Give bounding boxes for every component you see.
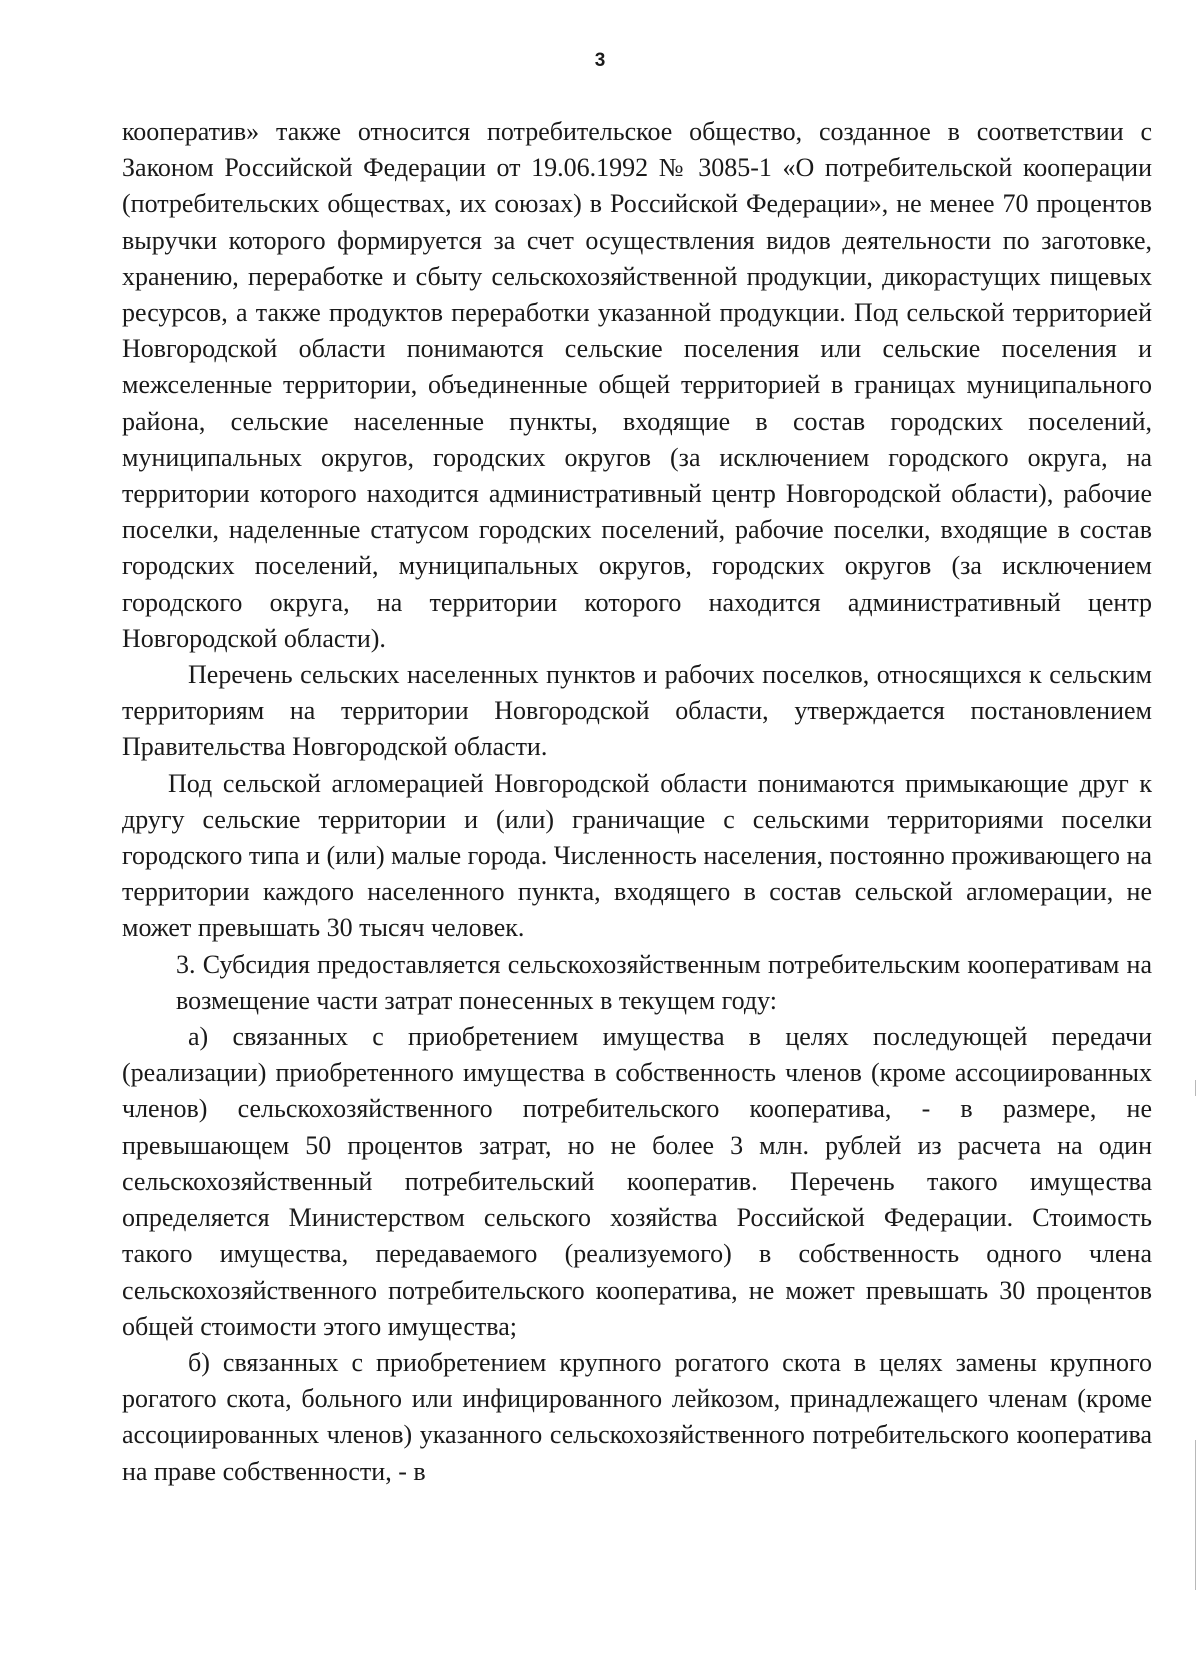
paragraph-subitem-b: б) связанных с приобретением крупного рогатого скота в целях замены крупного рогатого скота, больного или инфицированного лейкозом, принадлежащего членам (кроме ассоциированных членов) указанного сельскохозяйственного потребительского кооператива на праве собственности, - в [122,1347,1152,1486]
scan-edge-mark [1195,1440,1196,1590]
document-body [122,114,1152,1490]
paragraph-cooperative-definition: кооператив» также относится потребительское общество, созданное в соответствии с Законом Российской Федерации от 19.06.1992 № 3085-1 «О потребительской кооперации (потребительских обществах, их союзах) в Российской Федерации», не менее 70 процентов выручки которого формируется за счет осуществления видов деятельности по заготовке, хранению, переработке и сбыту сельскохозяйственной продукции, дикорастущих пищевых ресурсов, а также продуктов переработки указанной продукции. Под сельской территорией Новгородской области понимаются сельские поселения или сельские поселения и межселенные территории, объединенные общей территорией в границах муниципального района, сельские населенные пункты, входящие в состав городских поселений, муниципальных округов, городских округов (за исключением городского округа, на территории которого находится административный центр Новгородской области), рабочие поселки, наделенные статусом городских поселений, рабочие поселки, входящие в состав городских поселений, муниципальных округов, городских округов (за исключением городского округа, на территории которого находится административный центр Новгородской области). [122,117,1152,653]
paragraph-rural-list: Перечень сельских населенных пунктов и рабочих поселков, относящихся к сельским территориям на территории Новгородской области, утверждается постановлением Правительства Новгородской области. [122,660,1152,762]
paragraph-subitem-a: а) связанных с приобретением имущества в целях последующей передачи (реализации) приобретенного имущества в собственность членов (кроме ассоциированных членов) сельскохозяйственного потребительского кооператива, - в размере, не превышающем 50 процентов затрат, но не более 3 млн. рублей из расчета на один сельскохозяйственный потребительский кооператив. Перечень такого имущества определяется Министерством сельского хозяйства Российской Федерации. Стоимость такого имущества, передаваемого (реализуемого) в собственность одного члена сельскохозяйственного потребительского кооператива, не может превышать 30 процентов общей стоимости этого имущества; [122,1022,1152,1341]
scan-edge-mark [1195,1080,1196,1096]
paragraph-rural-agglomeration: Под сельской агломерацией Новгородской области понимаются примыкающие друг к другу сельские территории и (или) граничащие с сельскими территориями поселки городского типа и (или) малые города. Численность населения, постоянно проживающего на территории каждого населенного пункта, входящего в состав сельской агломерации, не может превышать 30 тысяч человек. [122,768,1152,943]
page-number: 3 [594,50,606,71]
paragraph-item-3-subsidy: 3. Субсидия предоставляется сельскохозяйственным потребительским кооперативам на возмещение части затрат понесенных в текущем году: [176,949,1152,1015]
